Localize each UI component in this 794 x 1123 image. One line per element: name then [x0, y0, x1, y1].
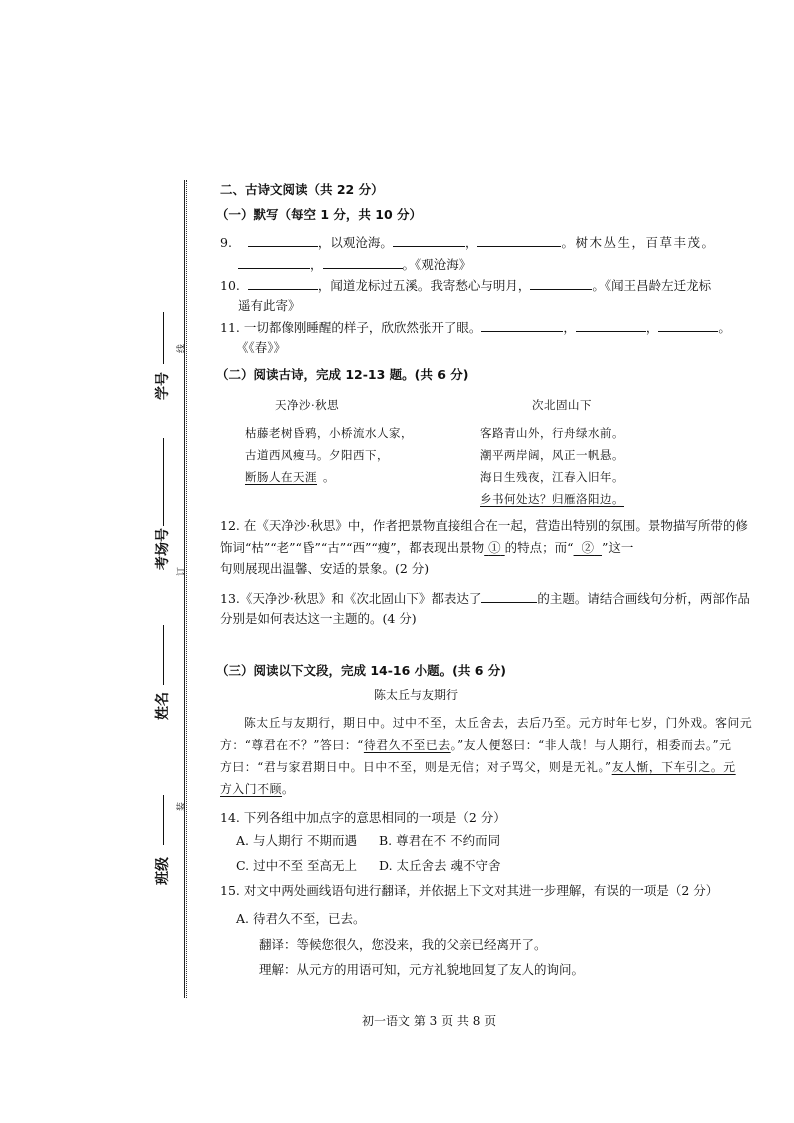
q11-text-1: 一切都像刚睡醒的样子，欣欣然张开了眼。 — [243, 320, 482, 335]
q14-option-c[interactable]: C. 过中不至 至高无上 — [236, 858, 358, 873]
q9-text-3: 。树木丛生，百草丰茂。 — [561, 235, 716, 250]
exam-room-label: 考场号 — [155, 528, 171, 570]
question-12-line2 — [220, 540, 633, 556]
passage-line-4 — [220, 781, 294, 797]
poem1-end: 。 — [323, 470, 335, 484]
mark-line: 线 — [177, 343, 188, 354]
question-12-line1: 12. 在《天净沙·秋思》中，作者把景物直接组合在一起，营造出特别的氛围。景物描写所带的修 — [220, 518, 748, 533]
q10-blank-2[interactable] — [530, 277, 592, 290]
q12-text-c: ”这一 — [601, 540, 634, 555]
q12-blank-2-label: ② — [581, 540, 595, 555]
q11-blank-1[interactable] — [481, 319, 563, 332]
poem1-underlined: 断肠人在天涯 — [245, 470, 317, 484]
poem1-title: 天净沙·秋思 — [275, 398, 340, 412]
poem1-line-2: 古道西风瘦马。夕阳西下， — [245, 448, 389, 462]
binding-line-solid — [184, 180, 185, 998]
mark-ding: 订 — [177, 566, 188, 577]
q12-blank-2[interactable] — [574, 540, 602, 555]
q9-text-5: 。《观沧海》 — [402, 257, 472, 272]
class-label: 班级 — [155, 857, 171, 885]
binding-margin — [0, 0, 200, 1123]
mark-zhuang: 装 — [177, 801, 188, 812]
q11-blank-2[interactable] — [576, 319, 646, 332]
q9-text-1: ，以观沧海。 — [317, 235, 393, 250]
q14-option-d[interactable]: D. 太丘舍去 魂不守舍 — [379, 858, 501, 873]
q11-num: 11. — [220, 320, 240, 335]
student-id-field[interactable] — [163, 312, 164, 364]
poem2-title: 次北固山下 — [532, 398, 592, 412]
q14-option-b[interactable]: B. 尊君在不 不约而同 — [379, 833, 501, 848]
q12-blank-1-label: ① — [488, 540, 501, 555]
q15-translation: 翻译：等候您很久，您没来，我的父亲已经离开了。 — [259, 937, 547, 952]
question-15-stem: 15. 对文中两处画线语句进行翻译，并依据上下文对其进一步理解，有误的一项是（2 分） — [220, 883, 719, 898]
q10-text-2: 。《闻王昌龄左迁龙标 — [592, 278, 712, 293]
q15-option-a[interactable]: A. 待君久不至，已去。 — [236, 911, 366, 926]
q9-blank-3[interactable] — [477, 234, 561, 247]
exam-room-field[interactable] — [163, 438, 164, 526]
question-13-line2: 分别是如何表达这一主题的。(4 分) — [220, 611, 417, 626]
question-9-line2 — [238, 256, 471, 273]
poem1-line-1: 枯藤老树昏鸦，小桥流水人家， — [245, 426, 413, 440]
poem2-line-3: 海日生残夜，江春入旧年。 — [480, 470, 624, 484]
q10-num: 10. — [220, 278, 240, 293]
q12-text-a: 饰词“枯”“老”“昏”“古”“西”“瘦”，都表现出景物 — [220, 540, 485, 555]
passage-2b: 。”友人便怒曰：“非人哉！与人期行，相委而去。”元 — [450, 738, 732, 752]
q12-blank-1[interactable] — [484, 540, 504, 555]
question-10-line1 — [220, 277, 711, 294]
poem2-line-4: 乡书何处达？归雁洛阳边。 — [480, 492, 624, 506]
poem1-line-3 — [245, 469, 335, 485]
q9-blank-1[interactable] — [248, 234, 318, 247]
q12-text-b: 的特点；而“ — [504, 540, 574, 555]
q9-blank-5[interactable] — [323, 256, 403, 269]
question-10-line2: 遥有此寄》 — [238, 298, 301, 313]
question-12-line3: 句则展现出温馨、安适的景象。(2 分) — [220, 561, 430, 576]
class-field[interactable] — [163, 795, 164, 845]
q13-blank[interactable] — [481, 590, 537, 603]
question-14-stem: 14. 下列各组中加点字的意思相同的一项是（2 分） — [220, 810, 506, 825]
q13-text-a: 13.《天净沙·秋思》和《次北固山下》都表达了 — [220, 591, 482, 606]
q15-understanding: 理解：从元方的用语可知，元方礼貌地回复了友人的询问。 — [259, 962, 585, 977]
page-footer: 初一语文 第 3 页 共 8 页 — [362, 1014, 497, 1028]
q9-blank-4[interactable] — [238, 256, 310, 269]
q9-blank-2[interactable] — [393, 234, 465, 247]
q9-num: 9. — [220, 235, 232, 250]
name-label: 姓名 — [155, 692, 171, 720]
q9-text-4: ， — [310, 257, 323, 272]
poem2-line-2: 潮平两岸阔，风正一帆悬。 — [480, 448, 624, 462]
passage-4b: 。 — [282, 782, 295, 796]
passage-3a: 方曰：“君与家君期日中。日中不至，则是无信；对子骂父，则是无礼。” — [220, 760, 612, 774]
passage-underline-2: 友人惭，下车引之。元 — [611, 760, 736, 774]
poem2-line-1: 客路青山外，行舟绿水前。 — [480, 426, 624, 440]
q11-text-2: ， — [563, 320, 576, 335]
passage-underline-1: 待君久不至已去 — [363, 738, 451, 752]
passage-2a: 方：“尊君在不？”答曰：“ — [220, 738, 364, 752]
q11-text-5: 《春》 — [248, 340, 274, 355]
q14-option-a[interactable]: A. 与人期行 不期而遇 — [236, 833, 357, 848]
section-title: 二、古诗文阅读（共 22 分） — [220, 182, 384, 197]
part2-title: （二）阅读古诗，完成 12-13 题。(共 6 分) — [216, 367, 469, 382]
passage-underline-3: 方入门不顾 — [220, 782, 282, 796]
student-id-label: 学号 — [155, 372, 171, 400]
q13-text-b: 的主题。请结合画线句分析，两部作品 — [537, 591, 750, 606]
passage-line-1: 陈太丘与友期行，期日中。过中不至，太丘舍去，去后乃至。元方时年七岁，门外戏。客问元 — [244, 716, 753, 730]
question-9-line1 — [220, 234, 715, 251]
passage-title: 陈太丘与友期行 — [374, 688, 459, 702]
passage-line-3 — [220, 759, 736, 775]
name-field[interactable] — [163, 625, 164, 685]
part1-title: （一）默写（每空 1 分，共 10 分） — [216, 207, 423, 222]
q10-text-1: ，闻道龙标过五溪。我寄愁心与明月， — [317, 278, 531, 293]
q11-text-3: ， — [645, 320, 659, 335]
passage-line-2 — [220, 737, 731, 753]
q11-blank-3[interactable] — [658, 319, 718, 332]
part3-title: （三）阅读以下文段，完成 14-16 小题。(共 6 分) — [216, 663, 507, 678]
q9-text-2: ， — [464, 235, 478, 250]
binding-line — [186, 180, 188, 998]
question-11-line1 — [220, 319, 731, 336]
q11-text-4: 。 — [718, 320, 731, 335]
question-11-line2: 《《春》》 — [236, 340, 287, 355]
question-13-line1 — [220, 590, 750, 607]
q10-blank-1[interactable] — [248, 277, 318, 290]
